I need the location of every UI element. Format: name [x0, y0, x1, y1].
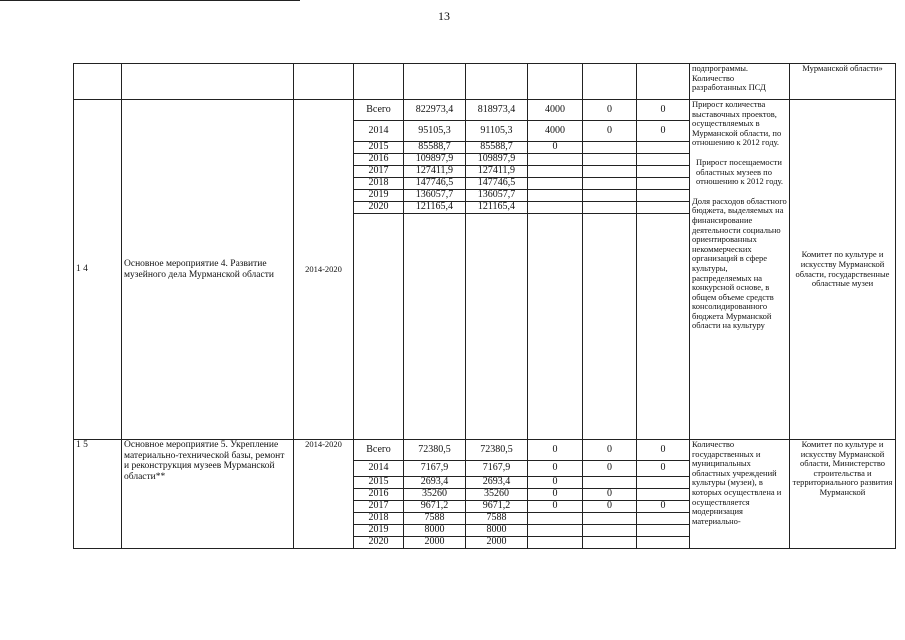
value-cell [583, 477, 637, 489]
value-cell [528, 154, 583, 166]
value-cell: 7588 [404, 513, 466, 525]
value-cell [637, 477, 690, 489]
value-cell [637, 142, 690, 154]
executor-cell: Комитет по культуре и искусству Мурманской области, Министерство строительства и территориального развития Мурманской [790, 440, 896, 549]
value-cell: 147746,5 [466, 178, 528, 190]
value-cell [528, 537, 583, 549]
value-cell: 4000 [528, 121, 583, 142]
year-cell: 2018 [354, 513, 404, 525]
value-cell: 0 [637, 121, 690, 142]
row-number: 1 5 [74, 440, 122, 549]
value-cell: 0 [637, 440, 690, 461]
year-cell: 2014 [354, 121, 404, 142]
value-cell [583, 154, 637, 166]
executor-cell: Комитет по культуре и искусству Мурманской области, государственные областные музеи [790, 100, 896, 440]
value-cell: 7588 [466, 513, 528, 525]
value-cell [637, 202, 690, 214]
value-cell: 9671,2 [404, 501, 466, 513]
year-cell: Всего [354, 440, 404, 461]
indicator-text: Прирост посещаемости областных музеев по отношению к 2012 году. [696, 156, 784, 187]
value-cell [528, 202, 583, 214]
value-cell: 72380,5 [404, 440, 466, 461]
value-cell: 121165,4 [404, 202, 466, 214]
value-cell [637, 513, 690, 525]
value-cell [583, 202, 637, 214]
value-cell: 2693,4 [404, 477, 466, 489]
value-cell [583, 537, 637, 549]
value-cell: 121165,4 [466, 202, 528, 214]
value-cell [528, 178, 583, 190]
period: 2014-2020 [294, 100, 354, 440]
value-cell: 0 [528, 440, 583, 461]
value-cell: 9671,2 [466, 501, 528, 513]
value-cell: 8000 [404, 525, 466, 537]
indicator-text: Прирост количества выставочных проектов, осуществляемых в Мурманской области, по отношению к 2012 году. [692, 99, 782, 148]
value-cell: 35260 [466, 489, 528, 501]
value-cell: 0 [583, 489, 637, 501]
value-cell [528, 190, 583, 202]
value-cell: 7167,9 [466, 461, 528, 477]
year-cell: 2017 [354, 166, 404, 178]
value-cell: 72380,5 [466, 440, 528, 461]
value-cell: 85588,7 [404, 142, 466, 154]
value-cell [637, 166, 690, 178]
value-cell [583, 513, 637, 525]
table-row [74, 440, 896, 461]
value-cell: 0 [583, 100, 637, 121]
value-cell [583, 166, 637, 178]
year-cell: 2016 [354, 489, 404, 501]
value-cell: 2000 [404, 537, 466, 549]
value-cell: 0 [528, 477, 583, 489]
indicator-cell: Количество государственных и муниципальных областных учреждений культуры (музеи), в которых осуществлена и осуществляется модернизация материально- [690, 440, 790, 549]
year-cell: 2014 [354, 461, 404, 477]
year-cell: 2019 [354, 525, 404, 537]
value-cell: 0 [637, 100, 690, 121]
value-cell: 0 [528, 489, 583, 501]
value-cell [528, 513, 583, 525]
value-cell: 127411,9 [466, 166, 528, 178]
header-rule [0, 0, 300, 1]
value-cell [528, 525, 583, 537]
page-number: 13 [438, 9, 450, 23]
year-cell: 2016 [354, 154, 404, 166]
year-cell: 2015 [354, 477, 404, 489]
value-cell [637, 525, 690, 537]
value-cell: 0 [637, 461, 690, 477]
value-cell [637, 178, 690, 190]
activity-name: Основное мероприятие 4. Развитие музейного дела Мурманской области [122, 100, 294, 440]
value-cell: 109897,9 [404, 154, 466, 166]
activity-name: Основное мероприятие 5. Укрепление материально-технической базы, ремонт и реконструкция музеев Мурманской области** [122, 440, 294, 549]
value-cell [583, 190, 637, 202]
value-cell: 818973,4 [466, 100, 528, 121]
value-cell: 0 [583, 440, 637, 461]
value-cell: 8000 [466, 525, 528, 537]
value-cell: 0 [583, 121, 637, 142]
row-number: 1 4 [74, 100, 122, 440]
value-cell: 0 [528, 142, 583, 154]
year-cell: 2020 [354, 202, 404, 214]
indicator-cell [690, 100, 790, 440]
value-cell: 127411,9 [404, 166, 466, 178]
value-cell: 822973,4 [404, 100, 466, 121]
value-cell: 7167,9 [404, 461, 466, 477]
value-cell [637, 489, 690, 501]
table-row [74, 100, 896, 121]
program-table [73, 63, 896, 549]
value-cell: 0 [528, 461, 583, 477]
value-cell: 2000 [466, 537, 528, 549]
year-cell: 2018 [354, 178, 404, 190]
value-cell: 95105,3 [404, 121, 466, 142]
value-cell [583, 178, 637, 190]
year-cell: 2017 [354, 501, 404, 513]
value-cell: 109897,9 [466, 154, 528, 166]
value-cell: 136057,7 [466, 190, 528, 202]
value-cell: 136057,7 [404, 190, 466, 202]
value-cell: 0 [637, 501, 690, 513]
value-cell [637, 154, 690, 166]
indicator-cell: подпрограммы. Количество разработанных ПСД [690, 64, 790, 100]
value-cell: 85588,7 [466, 142, 528, 154]
value-cell [528, 166, 583, 178]
year-cell: 2015 [354, 142, 404, 154]
year-cell: 2019 [354, 190, 404, 202]
value-cell [583, 525, 637, 537]
value-cell: 91105,3 [466, 121, 528, 142]
value-cell: 147746,5 [404, 178, 466, 190]
executor-cell: Мурманской области» [790, 64, 896, 100]
period: 2014-2020 [294, 440, 354, 549]
value-cell: 35260 [404, 489, 466, 501]
value-cell [637, 537, 690, 549]
table-row-continuation [74, 64, 896, 100]
indicator-text: Доля расходов областного бюджета, выделяемых на финансирование деятельности социально ориентированных некоммерческих организаций в сфере культуры, распределяемых на конкурсной основе, в общем объеме средств консолидированного бюджета Мурманской области на культуру [692, 195, 787, 331]
value-cell [583, 142, 637, 154]
value-cell: 2693,4 [466, 477, 528, 489]
value-cell: 4000 [528, 100, 583, 121]
value-cell [637, 190, 690, 202]
value-cell: 0 [583, 461, 637, 477]
year-cell: Всего [354, 100, 404, 121]
value-cell: 0 [528, 501, 583, 513]
year-cell: 2020 [354, 537, 404, 549]
value-cell: 0 [583, 501, 637, 513]
